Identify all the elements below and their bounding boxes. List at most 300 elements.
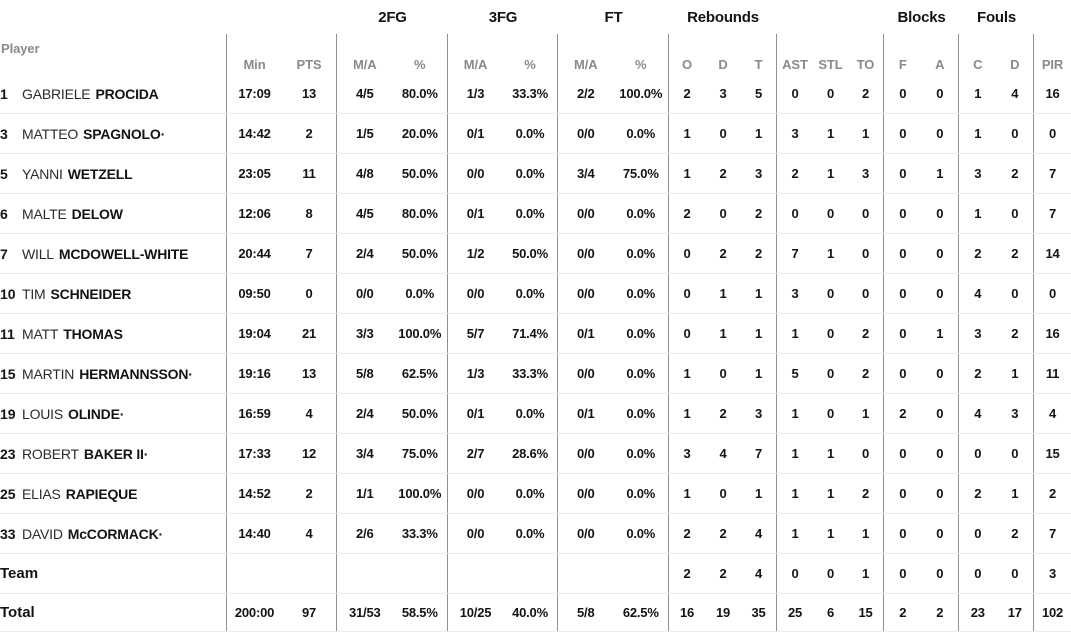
- stat-fg3-ma: 10/25: [459, 605, 492, 620]
- stat-pir: 15: [1045, 446, 1060, 461]
- stat-foul-d: 2: [997, 514, 1035, 553]
- stat-fg2-pct: 80.0%: [393, 194, 449, 233]
- column-header-blk-a: A: [922, 34, 960, 74]
- stat-ast: 1: [791, 526, 799, 541]
- table-body: [0, 74, 1071, 632]
- stat-min: 23:05: [238, 166, 271, 181]
- stat-reb-d: 2: [719, 166, 727, 181]
- stat-ft-pct: 62.5%: [614, 594, 670, 631]
- stat-reb-t: 3: [741, 394, 777, 433]
- stat-fg2-pct: 62.5%: [393, 354, 449, 393]
- stat-ft-ma: 0/0: [577, 446, 595, 461]
- stat-fg3-pct: 50.0%: [503, 234, 558, 273]
- stat-fg2-pct: 50.0%: [393, 234, 449, 273]
- stat-reb-d: 2: [719, 566, 727, 581]
- stat-to: 2: [848, 474, 884, 513]
- row-label: Total: [0, 604, 35, 621]
- jersey-number: 25: [0, 485, 16, 502]
- column-header-2fg-ma: M/A: [352, 57, 377, 72]
- stat-pir: 0: [1048, 126, 1057, 141]
- stat-fg2-pct: 80.0%: [393, 74, 449, 113]
- player-row: [0, 314, 1071, 354]
- player-first-name: ELIAS: [22, 485, 61, 502]
- stat-fg3-pct: 33.3%: [503, 354, 558, 393]
- player-first-name: MATTEO: [22, 125, 79, 142]
- column-header-2fg-pct: %: [393, 34, 449, 74]
- stat-foul-d: 2: [997, 154, 1035, 193]
- stat-ft-pct: 0.0%: [614, 234, 670, 273]
- stat-blk-a: 1: [922, 154, 960, 193]
- player-last-name: HERMANNSSON·: [79, 365, 193, 382]
- stat-min: 19:16: [238, 366, 271, 381]
- stat-stl: 0: [826, 326, 835, 341]
- stat-fg2-pct: 33.3%: [393, 514, 449, 553]
- stat-blk-f: 2: [899, 406, 907, 421]
- stat-pts: 0: [282, 274, 337, 313]
- stat-blk-f: 0: [899, 446, 907, 461]
- column-header-ft-ma: M/A: [573, 57, 598, 72]
- stat-fg2-ma: 4/5: [356, 206, 374, 221]
- stat-stl: 1: [826, 486, 835, 501]
- jersey-number: 5: [0, 165, 8, 182]
- stat-pir: 7: [1048, 166, 1057, 181]
- stat-pir: 2: [1048, 486, 1057, 501]
- player-cell: [0, 274, 227, 313]
- stat-foul-c: 1: [974, 126, 982, 141]
- player-first-name: YANNI: [22, 165, 63, 182]
- stat-to: 15: [848, 594, 884, 631]
- stat-stl: 0: [826, 366, 835, 381]
- stat-ast: 1: [791, 326, 799, 341]
- stat-reb-t: 5: [741, 74, 777, 113]
- stat-fg3-pct: 71.4%: [503, 314, 558, 353]
- stat-reb-d: 2: [719, 246, 727, 261]
- player-row: [0, 274, 1071, 314]
- stat-reb-o: 2: [683, 526, 691, 541]
- stat-ft-ma: [558, 554, 614, 593]
- stat-ft-ma: 2/2: [577, 86, 595, 101]
- stat-ast: 1: [791, 446, 799, 461]
- stat-foul-c: 2: [974, 246, 982, 261]
- stat-reb-o: 2: [683, 566, 691, 581]
- stat-ast: 5: [791, 366, 799, 381]
- stat-min: 17:33: [238, 446, 271, 461]
- stat-reb-o: 1: [683, 166, 691, 181]
- jersey-number: 11: [0, 325, 15, 342]
- stat-min: 17:09: [238, 86, 271, 101]
- stat-ast: 0: [791, 86, 799, 101]
- jersey-number: 19: [0, 405, 16, 422]
- stat-fg3-pct: 0.0%: [503, 474, 558, 513]
- stat-blk-f: 0: [899, 486, 907, 501]
- player-cell: [0, 314, 227, 353]
- player-first-name: GABRIELE: [22, 85, 91, 102]
- stat-ft-pct: 0.0%: [614, 194, 670, 233]
- stat-min: 20:44: [238, 246, 271, 261]
- player-last-name: OLINDE·: [68, 405, 125, 422]
- stat-pts: 97: [282, 594, 337, 631]
- stat-reb-d: 0: [719, 126, 727, 141]
- stat-ft-ma: 0/1: [577, 326, 595, 341]
- column-header-stl: STL: [818, 57, 843, 72]
- stat-fg2-pct: 20.0%: [393, 114, 449, 153]
- column-header-ft-pct: %: [614, 34, 670, 74]
- stat-ft-ma: 0/0: [577, 486, 595, 501]
- stat-ast: 1: [791, 486, 799, 501]
- stat-blk-f: 0: [899, 86, 907, 101]
- stat-fg3-ma: 5/7: [466, 326, 485, 341]
- column-header-reb-o: O: [681, 57, 692, 72]
- stat-fg2-pct: 100.0%: [393, 314, 449, 353]
- stat-ft-pct: 0.0%: [614, 514, 670, 553]
- stat-ft-ma: 5/8: [577, 605, 595, 620]
- stat-fg2-pct: [393, 554, 449, 593]
- table-header-groups: [0, 0, 1071, 34]
- stat-fg2-ma: 1/1: [356, 486, 374, 501]
- stat-to: 0: [848, 274, 884, 313]
- stat-foul-c: 0: [974, 526, 982, 541]
- stat-foul-d: 3: [997, 394, 1035, 433]
- column-header-reb-t: T: [741, 34, 777, 74]
- stat-blk-a: 0: [922, 474, 960, 513]
- stat-reb-o: 1: [683, 486, 691, 501]
- column-header-3fg-pct: %: [503, 34, 558, 74]
- jersey-number: 7: [0, 245, 8, 262]
- stat-fg3-ma: [448, 554, 503, 593]
- group-header-ft: FT: [604, 8, 623, 26]
- stat-to: 2: [848, 314, 884, 353]
- stat-reb-o: 2: [683, 206, 691, 221]
- stat-reb-d: 4: [719, 446, 727, 461]
- stat-reb-t: 7: [741, 434, 777, 473]
- stat-ft-ma: 0/0: [577, 126, 595, 141]
- stat-fg2-ma: 1/5: [356, 126, 374, 141]
- stat-reb-d: 1: [719, 326, 727, 341]
- stat-to: 1: [848, 394, 884, 433]
- stat-ft-ma: 0/0: [577, 206, 595, 221]
- player-cell: [0, 474, 227, 513]
- stat-min: 200:00: [234, 605, 275, 620]
- stat-ft-ma: 0/0: [577, 246, 595, 261]
- stat-foul-d: 4: [997, 74, 1035, 113]
- jersey-number: 6: [0, 205, 8, 222]
- stat-blk-a: 0: [922, 74, 960, 113]
- stat-reb-o: 3: [683, 446, 691, 461]
- stat-blk-f: 0: [899, 526, 907, 541]
- stat-fg3-pct: 28.6%: [503, 434, 558, 473]
- stat-foul-d: 2: [997, 314, 1035, 353]
- stat-to: 1: [848, 554, 884, 593]
- player-last-name: BAKER II·: [83, 445, 149, 462]
- stat-reb-d: 2: [719, 406, 727, 421]
- player-first-name: LOUIS: [22, 405, 64, 422]
- column-header-player: Player: [0, 34, 227, 74]
- stat-pir: 7: [1048, 206, 1057, 221]
- player-cell: [0, 434, 227, 473]
- stat-min: 14:52: [238, 486, 271, 501]
- stat-foul-c: 2: [974, 366, 982, 381]
- stat-ft-ma: 0/1: [577, 406, 595, 421]
- stat-fg2-ma: [337, 554, 393, 593]
- stat-blk-a: 0: [922, 114, 960, 153]
- player-first-name: WILL: [22, 245, 54, 262]
- player-cell: [0, 234, 227, 273]
- stat-fg2-ma: 31/53: [348, 605, 381, 620]
- group-header-blocks: Blocks: [897, 8, 946, 26]
- stat-ft-pct: 0.0%: [614, 114, 670, 153]
- player-row: [0, 354, 1071, 394]
- stat-reb-t: 1: [741, 474, 777, 513]
- player-cell: [0, 554, 227, 593]
- stat-fg2-ma: 4/8: [356, 166, 374, 181]
- stat-ft-pct: 0.0%: [614, 394, 670, 433]
- player-row: [0, 234, 1071, 274]
- stat-ft-pct: 0.0%: [614, 274, 670, 313]
- stat-ft-pct: 0.0%: [614, 354, 670, 393]
- stat-reb-t: 1: [741, 314, 777, 353]
- stat-reb-d: 0: [719, 486, 727, 501]
- stat-pir: 3: [1048, 566, 1057, 581]
- stat-fg2-pct: 50.0%: [393, 154, 449, 193]
- player-row: [0, 434, 1071, 474]
- stat-ast: 3: [791, 126, 799, 141]
- stat-reb-o: 16: [679, 605, 695, 620]
- stat-stl: 6: [826, 605, 835, 620]
- player-last-name: WETZELL: [67, 165, 133, 182]
- column-header-foul-c: C: [973, 57, 983, 72]
- stat-foul-c: 0: [974, 446, 982, 461]
- stat-reb-t: 2: [741, 234, 777, 273]
- stat-to: 0: [848, 434, 884, 473]
- stat-ast: 2: [791, 166, 799, 181]
- stat-stl: 1: [826, 446, 835, 461]
- stat-reb-o: 0: [683, 246, 691, 261]
- stat-foul-d: 0: [997, 194, 1035, 233]
- stat-fg3-pct: 0.0%: [503, 154, 558, 193]
- stat-foul-c: 0: [974, 566, 982, 581]
- stat-min: [227, 554, 282, 593]
- player-first-name: DAVID: [22, 525, 63, 542]
- stat-reb-o: 1: [683, 406, 691, 421]
- stat-fg3-ma: 0/0: [466, 166, 485, 181]
- stat-foul-c: 2: [974, 486, 982, 501]
- stat-reb-d: 19: [715, 605, 731, 620]
- player-cell: [0, 74, 227, 113]
- stat-fg3-pct: [503, 554, 558, 593]
- stat-fg3-pct: 0.0%: [503, 394, 558, 433]
- column-header-min: Min: [243, 57, 266, 72]
- stat-reb-t: 2: [741, 194, 777, 233]
- jersey-number: 1: [0, 85, 8, 102]
- stat-blk-a: 0: [922, 194, 960, 233]
- group-header-3fg: 3FG: [488, 8, 518, 26]
- stat-ast: 7: [791, 246, 799, 261]
- stat-blk-f: 0: [899, 566, 907, 581]
- stat-blk-f: 0: [899, 166, 907, 181]
- stat-stl: 0: [826, 286, 835, 301]
- stat-fg2-ma: 2/4: [356, 406, 374, 421]
- stat-fg3-ma: 1/3: [466, 366, 485, 381]
- stat-stl: 1: [826, 126, 835, 141]
- stat-min: 14:40: [238, 526, 271, 541]
- row-label: Team: [0, 565, 39, 582]
- stat-stl: 0: [826, 86, 835, 101]
- stat-stl: 0: [826, 566, 835, 581]
- stat-pir: 14: [1045, 246, 1060, 261]
- stat-reb-o: 1: [683, 126, 691, 141]
- jersey-number: 10: [0, 285, 16, 302]
- stat-stl: 1: [826, 166, 835, 181]
- stat-min: 12:06: [238, 206, 271, 221]
- player-first-name: TIM: [22, 285, 46, 302]
- stat-blk-f: 0: [899, 126, 907, 141]
- stat-ast: 3: [791, 286, 799, 301]
- stat-pts: 8: [282, 194, 337, 233]
- stat-reb-t: 35: [741, 594, 777, 631]
- stat-blk-a: 1: [922, 314, 960, 353]
- stat-reb-t: 1: [741, 114, 777, 153]
- stat-foul-d: 1: [997, 474, 1035, 513]
- stat-blk-f: 0: [899, 246, 907, 261]
- stat-ast: 0: [791, 206, 799, 221]
- stat-foul-d: 0: [997, 274, 1035, 313]
- stat-ast: 0: [791, 566, 799, 581]
- stat-stl: 0: [826, 406, 835, 421]
- stat-blk-a: 0: [922, 434, 960, 473]
- player-last-name: PROCIDA: [95, 85, 159, 102]
- jersey-number: 3: [0, 125, 8, 142]
- stat-pir: 102: [1041, 605, 1064, 620]
- stat-foul-d: 17: [997, 594, 1035, 631]
- player-row: [0, 154, 1071, 194]
- stat-blk-a: 0: [922, 354, 960, 393]
- stat-reb-o: 0: [683, 286, 691, 301]
- stat-foul-c: 1: [974, 206, 982, 221]
- stat-reb-t: 3: [741, 154, 777, 193]
- stat-min: 19:04: [238, 326, 271, 341]
- stat-pir: 11: [1045, 366, 1060, 381]
- stat-fg2-ma: 4/5: [356, 86, 374, 101]
- stat-fg3-pct: 40.0%: [503, 594, 558, 631]
- stat-foul-d: 0: [997, 554, 1035, 593]
- stat-pts: 12: [282, 434, 337, 473]
- table-header-columns: [0, 34, 1071, 74]
- stat-fg2-pct: 75.0%: [393, 434, 449, 473]
- stat-fg3-pct: 0.0%: [503, 514, 558, 553]
- player-last-name: THOMAS: [63, 325, 123, 342]
- stat-blk-a: 0: [922, 514, 960, 553]
- stat-fg3-ma: 2/7: [466, 446, 485, 461]
- stat-reb-d: 2: [719, 526, 727, 541]
- stat-fg3-ma: 1/2: [466, 246, 485, 261]
- stat-blk-f: 0: [899, 206, 907, 221]
- stat-ast: 25: [787, 605, 803, 620]
- stat-blk-a: 0: [922, 234, 960, 273]
- group-header-fouls: Fouls: [977, 8, 1016, 26]
- stat-blk-a: 0: [922, 394, 960, 433]
- stat-blk-f: 0: [899, 366, 907, 381]
- stat-ft-pct: [614, 554, 670, 593]
- stat-fg2-pct: 50.0%: [393, 394, 449, 433]
- stat-fg2-ma: 2/4: [356, 246, 374, 261]
- player-first-name: MALTE: [22, 205, 67, 222]
- stat-pts: 2: [282, 114, 337, 153]
- stat-pir: 16: [1045, 86, 1060, 101]
- stat-ft-pct: 0.0%: [614, 474, 670, 513]
- stat-blk-a: 2: [922, 594, 960, 631]
- stat-ft-ma: 0/0: [577, 286, 595, 301]
- stat-foul-d: 2: [997, 234, 1035, 273]
- stat-pts: 11: [282, 154, 337, 193]
- player-cell: [0, 394, 227, 433]
- group-header-2fg: 2FG: [378, 8, 407, 26]
- stat-fg3-ma: 0/1: [466, 206, 485, 221]
- team-row: [0, 554, 1071, 594]
- stat-pts: 21: [282, 314, 337, 353]
- total-row: [0, 594, 1071, 632]
- column-header-pts: PTS: [282, 34, 337, 74]
- stat-reb-d: 0: [719, 206, 727, 221]
- stat-reb-o: 2: [683, 86, 691, 101]
- stat-ft-ma: 0/0: [577, 526, 595, 541]
- stat-foul-d: 1: [997, 354, 1035, 393]
- player-row: [0, 514, 1071, 554]
- stat-fg3-pct: 33.3%: [503, 74, 558, 113]
- stat-to: 3: [848, 154, 884, 193]
- stat-fg2-ma: 3/3: [356, 326, 374, 341]
- stat-fg2-ma: 5/8: [356, 366, 374, 381]
- column-header-3fg-ma: M/A: [463, 57, 488, 72]
- stat-fg3-pct: 0.0%: [503, 114, 558, 153]
- jersey-number: 15: [0, 365, 16, 382]
- stat-min: 14:42: [238, 126, 271, 141]
- player-row: [0, 394, 1071, 434]
- stat-to: 1: [848, 114, 884, 153]
- stat-ft-ma: 3/4: [577, 166, 595, 181]
- stat-to: 1: [848, 514, 884, 553]
- stat-fg3-ma: 0/1: [466, 406, 485, 421]
- stat-ft-pct: 0.0%: [614, 434, 670, 473]
- player-last-name: RAPIEQUE: [65, 485, 138, 502]
- player-cell: [0, 154, 227, 193]
- stat-ft-pct: 100.0%: [614, 74, 670, 113]
- player-last-name: MCDOWELL-WHITE: [58, 245, 189, 262]
- stat-foul-d: 0: [997, 114, 1035, 153]
- stat-pts: 4: [282, 394, 337, 433]
- stat-reb-t: 4: [741, 514, 777, 553]
- player-last-name: SPAGNOLO·: [83, 125, 166, 142]
- stat-stl: 1: [826, 526, 835, 541]
- stat-reb-t: 1: [741, 354, 777, 393]
- stat-pts: 2: [282, 474, 337, 513]
- stat-fg3-ma: 1/3: [466, 86, 485, 101]
- stat-reb-o: 1: [683, 366, 691, 381]
- column-header-blk-f: F: [898, 57, 907, 72]
- player-cell: [0, 114, 227, 153]
- column-header-foul-d: D: [997, 34, 1035, 74]
- stat-reb-t: 1: [741, 274, 777, 313]
- stat-fg3-ma: 0/0: [466, 526, 485, 541]
- player-first-name: MARTIN: [22, 365, 75, 382]
- column-header-ast: AST: [782, 57, 808, 72]
- column-header-to: TO: [848, 34, 884, 74]
- stat-fg3-pct: 0.0%: [503, 274, 558, 313]
- player-row: [0, 114, 1071, 154]
- stat-reb-o: 0: [683, 326, 691, 341]
- stat-pts: [282, 554, 337, 593]
- column-header-reb-d: D: [718, 57, 728, 72]
- stat-pts: 13: [282, 74, 337, 113]
